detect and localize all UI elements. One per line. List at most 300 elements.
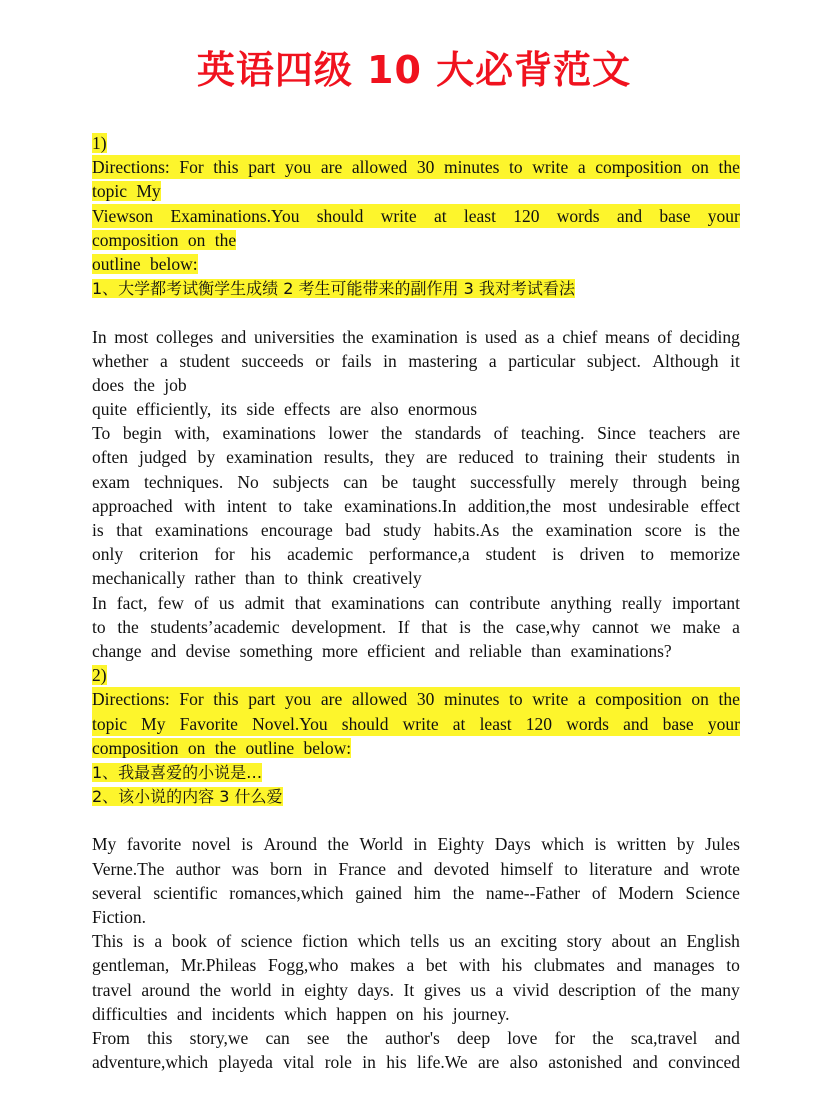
word: of bbox=[194, 592, 209, 613]
word: composition bbox=[595, 689, 682, 710]
word: of bbox=[493, 423, 509, 444]
word: write bbox=[402, 713, 439, 734]
word: and bbox=[220, 326, 247, 347]
word: vital bbox=[283, 1052, 315, 1073]
word: of bbox=[645, 979, 661, 1000]
word: Days bbox=[494, 834, 531, 855]
word: see bbox=[307, 1027, 330, 1048]
word: are bbox=[477, 1052, 500, 1073]
word: often bbox=[92, 447, 128, 468]
word: book bbox=[171, 931, 207, 952]
word: few bbox=[157, 592, 184, 613]
word: colleges bbox=[155, 326, 214, 347]
section-1-essay-line: change and devise something more efficient and reliable than examinations? bbox=[92, 640, 672, 661]
word: you bbox=[285, 689, 312, 710]
section-1-essay-line: mechanically rather than to think creatively bbox=[92, 568, 422, 589]
word: to bbox=[509, 689, 523, 710]
word: student bbox=[485, 544, 537, 565]
word: the bbox=[452, 882, 475, 903]
word: Science bbox=[685, 882, 740, 903]
word: Fogg,who bbox=[267, 955, 339, 976]
word: the bbox=[718, 520, 740, 540]
word: to bbox=[726, 955, 740, 976]
word: France bbox=[338, 858, 386, 879]
word: gives bbox=[423, 979, 461, 1000]
word: is bbox=[459, 616, 471, 637]
word: in bbox=[413, 834, 427, 855]
word: development. bbox=[291, 616, 387, 637]
word: teachers bbox=[648, 423, 706, 444]
section-1-directions-line bbox=[92, 204, 740, 228]
word: driven bbox=[579, 544, 625, 565]
word: be bbox=[381, 471, 399, 492]
word: minutes bbox=[444, 157, 500, 178]
word: also bbox=[509, 1052, 538, 1073]
word: English bbox=[686, 931, 740, 952]
word: universities bbox=[253, 326, 335, 347]
word: many bbox=[700, 979, 740, 1000]
word: can bbox=[343, 471, 368, 492]
word: wrote bbox=[700, 858, 740, 879]
section-1-directions-line: outline below: bbox=[92, 253, 198, 274]
word: My bbox=[141, 713, 166, 734]
word: with bbox=[458, 955, 491, 976]
word: study bbox=[383, 520, 422, 540]
word: in bbox=[313, 858, 328, 879]
word: used bbox=[484, 326, 517, 347]
word: and bbox=[616, 205, 643, 226]
word: is bbox=[132, 931, 145, 952]
section-1-directions-line: composition on the bbox=[92, 229, 237, 250]
word: us bbox=[449, 931, 465, 952]
word: score bbox=[644, 520, 682, 540]
word: the bbox=[346, 1027, 368, 1048]
section-2-directions-line bbox=[92, 687, 740, 711]
section-1-essay-line bbox=[92, 445, 740, 469]
word: vivid bbox=[512, 979, 549, 1000]
word: Modern bbox=[618, 882, 674, 903]
word: important bbox=[671, 592, 740, 613]
document-body bbox=[92, 131, 740, 1074]
word: examination bbox=[545, 520, 633, 540]
word: by bbox=[676, 834, 695, 855]
word: a bbox=[154, 931, 163, 952]
word: are bbox=[320, 689, 343, 710]
word: love bbox=[507, 1027, 538, 1048]
word: to bbox=[278, 495, 292, 516]
word: around bbox=[141, 979, 191, 1000]
word: techniques. bbox=[144, 471, 224, 492]
paragraph-gap bbox=[92, 300, 740, 324]
word: name--Father bbox=[485, 882, 581, 903]
word: Since bbox=[597, 423, 637, 444]
word: least bbox=[463, 205, 496, 226]
word: take bbox=[303, 495, 333, 516]
word: chief bbox=[562, 326, 598, 347]
word: base bbox=[659, 205, 691, 226]
word: examinations bbox=[155, 520, 249, 540]
word: case,why bbox=[515, 616, 581, 637]
word: examination bbox=[371, 326, 458, 347]
word: this bbox=[213, 157, 239, 178]
word: in bbox=[362, 1052, 376, 1073]
paragraph-gap bbox=[92, 808, 740, 832]
section-1-outline: 1、大学都考试衡学生成绩 2 考生可能带来的副作用 3 我对考试看法 bbox=[92, 279, 575, 299]
section-2-directions-line bbox=[92, 712, 740, 736]
section-1-essay-line bbox=[92, 325, 740, 349]
section-2-essay-line bbox=[92, 953, 740, 977]
word: deciding bbox=[679, 326, 740, 347]
word: and bbox=[623, 713, 649, 734]
word: Directions: bbox=[92, 157, 170, 178]
word: allowed bbox=[351, 689, 408, 710]
word: is bbox=[552, 544, 564, 565]
word: your bbox=[707, 205, 740, 226]
word: a bbox=[488, 350, 497, 371]
word: gentleman, bbox=[92, 955, 170, 976]
word: really bbox=[621, 592, 662, 613]
word: 30 bbox=[416, 689, 435, 710]
word: should bbox=[341, 713, 389, 734]
word: gained bbox=[355, 882, 402, 903]
word: for bbox=[214, 544, 235, 565]
word: astonished bbox=[548, 1052, 623, 1073]
word: convinced bbox=[668, 1052, 740, 1073]
word: anything bbox=[550, 592, 612, 613]
section-1-directions-line: topic My bbox=[92, 181, 161, 202]
word: is bbox=[594, 834, 607, 855]
word: author bbox=[175, 858, 221, 879]
word: 30 bbox=[416, 157, 435, 178]
word: successfully bbox=[470, 471, 556, 492]
word: the bbox=[199, 979, 221, 1000]
word: about bbox=[611, 931, 651, 952]
word: author's bbox=[385, 1027, 440, 1048]
word: this bbox=[147, 1027, 173, 1048]
word: to bbox=[509, 157, 523, 178]
word: adventure,which bbox=[92, 1052, 209, 1073]
word: judged bbox=[138, 447, 187, 468]
section-2-directions-line: composition on the outline below: bbox=[92, 737, 352, 758]
word: whether bbox=[92, 350, 149, 371]
word: with, bbox=[174, 423, 210, 444]
word: standards bbox=[414, 423, 482, 444]
section-1-essay-line bbox=[92, 542, 740, 566]
word: you bbox=[285, 157, 312, 178]
word: tells bbox=[410, 931, 440, 952]
word: the bbox=[718, 689, 740, 710]
word: bet bbox=[425, 955, 448, 976]
word: academic bbox=[287, 544, 354, 565]
word: can bbox=[434, 592, 460, 613]
word: can bbox=[265, 1027, 290, 1048]
word: the bbox=[718, 157, 740, 178]
word: For bbox=[179, 689, 204, 710]
word: make bbox=[682, 616, 721, 637]
word: manages bbox=[653, 955, 715, 976]
section-2-number-line bbox=[92, 663, 740, 687]
word: the bbox=[117, 616, 139, 637]
word: a bbox=[732, 616, 740, 637]
word: to bbox=[564, 858, 578, 879]
word: at bbox=[433, 205, 447, 226]
word: this bbox=[213, 689, 239, 710]
section-2-essay-line bbox=[92, 1050, 740, 1074]
word: scientific bbox=[153, 882, 218, 903]
word: world bbox=[230, 979, 272, 1000]
word: born bbox=[270, 858, 303, 879]
section-2-essay-line bbox=[92, 857, 740, 881]
word: we bbox=[650, 616, 671, 637]
word: composition bbox=[595, 157, 682, 178]
word: undesirable bbox=[608, 495, 689, 516]
word: Although bbox=[652, 350, 719, 371]
word: was bbox=[231, 858, 259, 879]
word: words bbox=[566, 713, 609, 734]
word: subjects bbox=[272, 471, 330, 492]
word: 120 bbox=[513, 205, 540, 226]
word: No bbox=[237, 471, 259, 492]
word: subject. bbox=[586, 350, 641, 371]
word: World bbox=[359, 834, 403, 855]
word: fiction bbox=[302, 931, 348, 952]
word: romances,which bbox=[229, 882, 344, 903]
word: in bbox=[280, 979, 295, 1000]
word: himself bbox=[500, 858, 553, 879]
word: are bbox=[320, 157, 343, 178]
section-2-essay-line: Fiction. bbox=[92, 907, 146, 927]
word: taught bbox=[412, 471, 457, 492]
word: most bbox=[562, 495, 597, 516]
section-2-essay-line bbox=[92, 1026, 740, 1050]
word: which bbox=[541, 834, 584, 855]
word: fails bbox=[341, 350, 372, 371]
word: an bbox=[660, 931, 677, 952]
word: least bbox=[479, 713, 512, 734]
word: eighty bbox=[304, 979, 348, 1000]
word: It bbox=[403, 979, 415, 1000]
section-1-directions-line bbox=[92, 155, 740, 179]
word: part bbox=[248, 689, 276, 710]
word: with bbox=[184, 495, 216, 516]
word: examinations bbox=[331, 592, 425, 613]
word: that bbox=[421, 616, 448, 637]
word: Favorite bbox=[179, 713, 238, 734]
word: the bbox=[482, 616, 504, 637]
word: particular bbox=[508, 350, 576, 371]
word: teaching. bbox=[520, 423, 585, 444]
word: to bbox=[640, 544, 655, 565]
word: habits.As bbox=[433, 520, 500, 540]
section-1-number-line bbox=[92, 131, 740, 155]
word: begin bbox=[122, 423, 162, 444]
word: makes bbox=[350, 955, 395, 976]
word: training bbox=[549, 447, 604, 468]
word: that bbox=[116, 520, 143, 540]
word: to bbox=[92, 616, 106, 637]
word: student bbox=[179, 350, 230, 371]
word: clubmates bbox=[533, 955, 605, 976]
word: on bbox=[691, 157, 709, 178]
word: admit bbox=[244, 592, 285, 613]
section-2-essay-line bbox=[92, 881, 740, 905]
word: their bbox=[614, 447, 647, 468]
section-1-essay-line bbox=[92, 470, 740, 494]
word: story bbox=[566, 931, 602, 952]
word: a bbox=[159, 350, 168, 371]
word: examination bbox=[226, 447, 313, 468]
word: contribute bbox=[469, 592, 541, 613]
word: life.We bbox=[417, 1052, 468, 1073]
section-2-essay-line bbox=[92, 978, 740, 1002]
word: cannot bbox=[592, 616, 639, 637]
word: in bbox=[383, 350, 397, 371]
word: playeda bbox=[218, 1052, 273, 1073]
word: travel bbox=[92, 979, 132, 1000]
word: days. bbox=[357, 979, 394, 1000]
word: and bbox=[663, 858, 689, 879]
word: by bbox=[197, 447, 216, 468]
word: are bbox=[425, 447, 448, 468]
word: From bbox=[92, 1027, 130, 1048]
word: favorite bbox=[126, 834, 182, 855]
word: a bbox=[495, 979, 504, 1000]
word: Novel.You bbox=[252, 713, 328, 734]
word: his bbox=[250, 544, 272, 565]
word: most bbox=[114, 326, 149, 347]
word: written bbox=[616, 834, 667, 855]
word: fact, bbox=[116, 592, 148, 613]
word: a bbox=[546, 326, 555, 347]
word: and bbox=[714, 1027, 740, 1048]
word: sca,travel bbox=[630, 1027, 698, 1048]
word: on bbox=[691, 689, 709, 710]
word: succeeds bbox=[241, 350, 304, 371]
word: students’academic bbox=[150, 616, 280, 637]
word: is bbox=[92, 520, 104, 540]
word: which bbox=[357, 931, 401, 952]
section-1-essay-line bbox=[92, 421, 740, 445]
word: This bbox=[92, 931, 124, 952]
word: role bbox=[324, 1052, 352, 1073]
word: story,we bbox=[189, 1027, 249, 1048]
word: the bbox=[669, 979, 692, 1000]
word: it bbox=[730, 350, 740, 371]
word: Jules bbox=[704, 834, 740, 855]
word: In bbox=[92, 326, 107, 347]
word: as bbox=[524, 326, 540, 347]
word: criterion bbox=[139, 544, 199, 565]
word: us bbox=[218, 592, 235, 613]
document-title: 英语四级 10 大必背范文 bbox=[196, 48, 632, 92]
section-1-essay-line: quite efficiently, its side effects are also enormous bbox=[92, 399, 478, 420]
word: mastering bbox=[408, 350, 478, 371]
section-1-essay-line bbox=[92, 615, 740, 639]
word: is bbox=[694, 520, 706, 540]
word: reduced bbox=[458, 447, 514, 468]
word: bad bbox=[345, 520, 371, 540]
word: to bbox=[524, 447, 539, 468]
word: examinations bbox=[222, 423, 316, 444]
word: the bbox=[380, 423, 403, 444]
word: the bbox=[592, 1027, 614, 1048]
word: base bbox=[662, 713, 694, 734]
word: Eighty bbox=[437, 834, 485, 855]
word: several bbox=[92, 882, 142, 903]
word: memorize bbox=[670, 544, 740, 565]
word: encourage bbox=[260, 520, 333, 540]
word: of bbox=[591, 882, 607, 903]
word: deep bbox=[457, 1027, 491, 1048]
word: is bbox=[465, 326, 478, 347]
word: and bbox=[397, 858, 423, 879]
section-2-number: 2) bbox=[92, 665, 107, 686]
word: are bbox=[718, 423, 740, 444]
word: him bbox=[413, 882, 441, 903]
section-1-essay-line bbox=[92, 494, 740, 518]
word: Directions: bbox=[92, 689, 170, 710]
word: literature bbox=[589, 858, 653, 879]
word: and bbox=[616, 955, 642, 976]
word: a bbox=[577, 157, 586, 178]
word: the bbox=[511, 520, 534, 540]
word: lower bbox=[328, 423, 369, 444]
section-2-outline-item: 1、我最喜爱的小说是… bbox=[92, 762, 263, 782]
word: words bbox=[556, 205, 600, 226]
word: should bbox=[316, 205, 364, 226]
word: is bbox=[241, 834, 253, 855]
word: examinations.In bbox=[344, 495, 457, 516]
word: science bbox=[240, 931, 293, 952]
word: To bbox=[92, 423, 111, 444]
word: Examinations.You bbox=[170, 205, 300, 226]
word: effect bbox=[700, 495, 740, 516]
word: of bbox=[657, 326, 672, 347]
word: write bbox=[532, 157, 569, 178]
word: In bbox=[92, 592, 107, 613]
word: allowed bbox=[351, 157, 408, 178]
word: his bbox=[386, 1052, 407, 1073]
word: and bbox=[632, 1052, 658, 1073]
word: exam bbox=[92, 471, 130, 492]
word: If bbox=[397, 616, 410, 637]
word: topic bbox=[92, 713, 127, 734]
word: novel bbox=[191, 834, 231, 855]
word: exciting bbox=[500, 931, 558, 952]
word: the bbox=[327, 834, 349, 855]
word: students bbox=[657, 447, 716, 468]
word: his bbox=[501, 955, 523, 976]
word: performance,a bbox=[369, 544, 470, 565]
word: Mr.Phileas bbox=[180, 955, 257, 976]
word: being bbox=[701, 471, 740, 492]
word: write bbox=[380, 205, 417, 226]
word: 120 bbox=[525, 713, 553, 734]
section-2-essay-line bbox=[92, 832, 740, 856]
word: a bbox=[577, 689, 586, 710]
section-1-number: 1) bbox=[92, 133, 107, 153]
section-2-essay-line bbox=[92, 929, 740, 953]
section-2-outline-item: 2、该小说的内容 3 什么爱 bbox=[92, 787, 283, 807]
word: through bbox=[632, 471, 687, 492]
word: minutes bbox=[444, 689, 500, 710]
word: they bbox=[384, 447, 415, 468]
section-1-essay-line bbox=[92, 349, 740, 373]
word: in bbox=[726, 447, 740, 468]
word: merely bbox=[569, 471, 619, 492]
word: devoted bbox=[433, 858, 490, 879]
word: description bbox=[558, 979, 637, 1000]
